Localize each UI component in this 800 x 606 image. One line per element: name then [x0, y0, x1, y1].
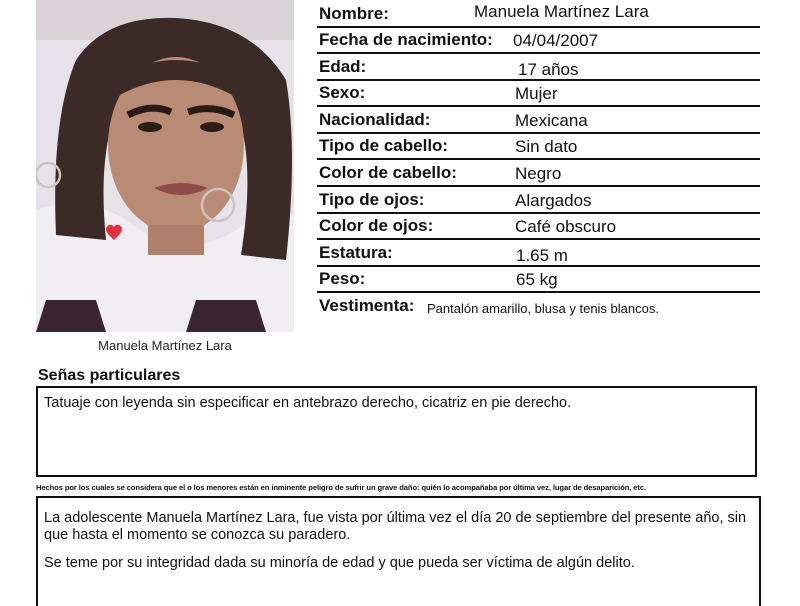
- field-row-nacionalidad: [317, 106, 760, 134]
- field-label: Color de ojos:: [319, 216, 434, 235]
- hechos-note: Hechos por los cuales se considera que el o los menores están en inminente peligro de sufrir un grave daño: quién lo acompañaba por última vez, lugar de desaparición, etc.: [36, 483, 646, 492]
- vestimenta-value: Pantalón amarillo, blusa y tenis blancos.: [427, 301, 659, 316]
- vestimenta-label: Vestimenta:: [319, 296, 415, 315]
- portrait-image: [36, 0, 294, 332]
- field-value: Café obscuro: [515, 217, 617, 236]
- hechos-box: [36, 496, 761, 606]
- hechos-paragraph: Se teme por su integridad dada su minoría de edad y que pueda ser víctima de algún delito.: [44, 555, 635, 571]
- field-value: Alargados: [515, 191, 592, 210]
- field-value: 17 años: [518, 60, 579, 79]
- field-row-edad: [317, 53, 760, 81]
- field-value: Manuela Martínez Lara: [474, 2, 649, 21]
- field-row-fecha-nacimiento: [317, 26, 760, 54]
- field-row-color-ojos: [317, 212, 760, 240]
- field-row-tipo-cabello: [317, 132, 760, 160]
- field-label: Tipo de ojos:: [319, 190, 425, 209]
- field-label: Nombre:: [319, 4, 389, 23]
- missing-person-photo: [36, 0, 294, 332]
- field-row-color-cabello: [317, 159, 760, 187]
- field-label: Nacionalidad:: [319, 110, 431, 129]
- field-row-tipo-ojos: [317, 186, 760, 214]
- field-value: 04/04/2007: [513, 31, 599, 50]
- field-value: Mexicana: [515, 111, 588, 130]
- field-label: Peso:: [319, 269, 366, 288]
- field-value: Negro: [515, 164, 562, 183]
- field-label: Color de cabello:: [319, 163, 457, 182]
- field-value: Sin dato: [515, 137, 578, 156]
- photo-caption: Manuela Martínez Lara: [98, 338, 232, 353]
- field-row-estatura: [317, 239, 760, 267]
- field-label: Edad:: [319, 57, 367, 76]
- field-label: Tipo de cabello:: [319, 136, 449, 155]
- senas-particulares-title: Señas particulares: [38, 367, 181, 384]
- field-row-peso: [317, 265, 760, 293]
- field-value: 65 kg: [516, 270, 558, 289]
- field-value: 1.65 m: [516, 246, 568, 265]
- hechos-paragraph: La adolescente Manuela Martínez Lara, fue vista por última vez el día 20 de septiembre del presente año, sin que hasta el momento se conozca su paradero.: [44, 510, 747, 543]
- field-row-nombre: [317, 0, 760, 28]
- field-label: Fecha de nacimiento:: [319, 30, 493, 49]
- field-label: Sexo:: [319, 83, 366, 102]
- senas-particulares-text: Tatuaje con leyenda sin especificar en antebrazo derecho, cicatriz en pie derecho.: [44, 395, 572, 411]
- senas-particulares-box: [36, 386, 757, 477]
- field-row-sexo: [317, 79, 760, 107]
- field-label: Estatura:: [319, 243, 393, 262]
- field-value: Mujer: [515, 84, 558, 103]
